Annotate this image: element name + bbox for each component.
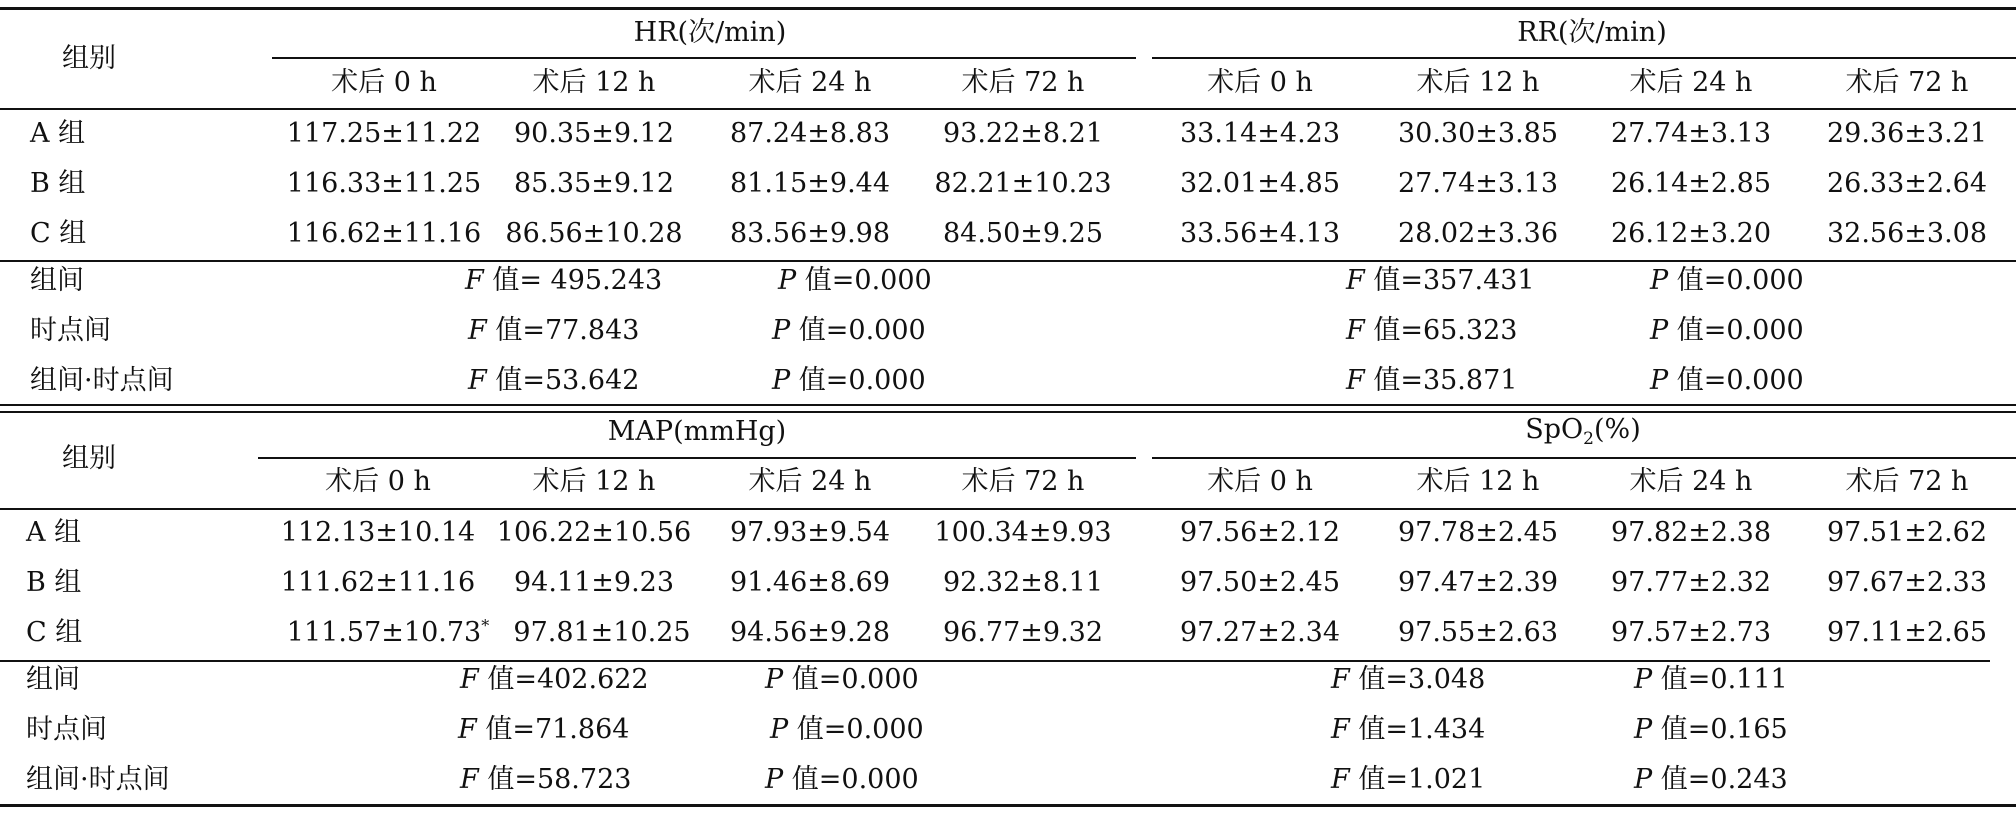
top-rule (0, 7, 2016, 10)
cell-spo2-24h: 97.82±2.38 (1610, 517, 1772, 548)
rr-time-12h: 术后 12 h (1416, 67, 1540, 98)
cell-rr-24h: 27.74±3.13 (1610, 118, 1772, 149)
cell-spo2-72h: 97.11±2.65 (1826, 617, 1988, 648)
cell-rr-12h: 30.30±3.85 (1397, 118, 1559, 149)
stat-spo2-f: F 值=1.021 (1331, 764, 1486, 795)
mid-double-rule-1 (0, 404, 2016, 406)
rr-time-0h: 术后 0 h (1207, 67, 1313, 98)
stat-rr-p: P 值=0.000 (1650, 315, 1804, 346)
cell-hr-24h: 87.24±8.83 (729, 118, 891, 149)
spo2-time-72h: 术后 72 h (1845, 466, 1969, 497)
hr-time-72h: 术后 72 h (961, 67, 1085, 98)
stat-label-time: 时点间 (30, 315, 111, 346)
cell-map-12h: 97.81±10.25 (513, 617, 691, 648)
cell-map-24h: 94.56±9.28 (729, 617, 891, 648)
cell-hr-24h: 81.15±9.44 (729, 168, 891, 199)
cell-map-24h: 97.93±9.54 (729, 517, 891, 548)
cell-map-0h: 111.62±11.16 (280, 567, 476, 598)
stat-hr-p: P 值=0.000 (778, 265, 932, 296)
row-label-a: A 组 (30, 118, 86, 149)
header-rule (0, 508, 2016, 510)
stat-hr-p: P 值=0.000 (772, 365, 926, 396)
stat-spo2-f: F 值=1.434 (1331, 714, 1486, 745)
rr-time-72h: 术后 72 h (1845, 67, 1969, 98)
cell-hr-0h: 117.25±11.22 (286, 118, 482, 149)
cell-spo2-12h: 97.55±2.63 (1397, 617, 1559, 648)
stat-spo2-p: P 值=0.243 (1634, 764, 1788, 795)
map-time-0h: 术后 0 h (325, 466, 431, 497)
spo2-time-24h: 术后 24 h (1629, 466, 1753, 497)
cell-rr-24h: 26.12±3.20 (1610, 218, 1772, 249)
cell-hr-72h: 82.21±10.23 (934, 168, 1112, 199)
rr-span-rule (1152, 57, 2016, 59)
row-label-b: B 组 (26, 567, 82, 598)
stat-map-f: F 值=58.723 (460, 764, 632, 795)
group-header: 组别 (62, 443, 116, 474)
stat-hr-f: F 值=77.843 (468, 315, 640, 346)
cell-rr-12h: 27.74±3.13 (1397, 168, 1559, 199)
cell-map-72h: 92.32±8.11 (942, 567, 1104, 598)
spo2-span-rule (1152, 457, 2016, 459)
hr-header: HR(次/min) (633, 17, 787, 48)
stat-spo2-p: P 值=0.165 (1634, 714, 1788, 745)
cell-hr-0h: 116.62±11.16 (286, 218, 482, 249)
row-label-a: A 组 (26, 517, 82, 548)
mid-double-rule-2 (0, 411, 2016, 413)
rr-header: RR(次/min) (1517, 17, 1667, 48)
cell-spo2-72h: 97.67±2.33 (1826, 567, 1988, 598)
map-time-24h: 术后 24 h (748, 466, 872, 497)
stat-hr-f: F 值=53.642 (468, 365, 640, 396)
spo2-time-0h: 术后 0 h (1207, 466, 1313, 497)
cell-spo2-0h: 97.50±2.45 (1179, 567, 1341, 598)
cell-hr-24h: 83.56±9.98 (729, 218, 891, 249)
cell-hr-12h: 85.35±9.12 (513, 168, 675, 199)
cell-map-12h: 94.11±9.23 (513, 567, 675, 598)
stat-map-f: F 值=71.864 (458, 714, 630, 745)
cell-hr-12h: 86.56±10.28 (505, 218, 683, 249)
hr-time-0h: 术后 0 h (331, 67, 437, 98)
cell-rr-72h: 29.36±3.21 (1826, 118, 1988, 149)
stat-rr-f: F 值=35.871 (1346, 365, 1518, 396)
cell-spo2-0h: 97.27±2.34 (1179, 617, 1341, 648)
stat-map-f: F 值=402.622 (460, 664, 649, 695)
stat-map-p: P 值=0.000 (770, 714, 924, 745)
cell-spo2-0h: 97.56±2.12 (1179, 517, 1341, 548)
footnote-mark: * (481, 616, 490, 635)
cell-rr-0h: 32.01±4.85 (1179, 168, 1341, 199)
cell-rr-0h: 33.56±4.13 (1179, 218, 1341, 249)
stat-label-between: 组间 (26, 664, 80, 695)
cell-spo2-12h: 97.47±2.39 (1397, 567, 1559, 598)
rr-time-24h: 术后 24 h (1629, 67, 1753, 98)
row-label-b: B 组 (30, 168, 86, 199)
cell-spo2-24h: 97.57±2.73 (1610, 617, 1772, 648)
cell-hr-12h: 90.35±9.12 (513, 118, 675, 149)
map-time-12h: 术后 12 h (532, 466, 656, 497)
cell-map-72h: 96.77±9.32 (942, 617, 1104, 648)
row-label-c: C 组 (30, 218, 87, 249)
bottom-rule (0, 804, 2016, 807)
hr-span-rule (272, 57, 1136, 59)
stat-spo2-f: F 值=3.048 (1331, 664, 1486, 695)
cell-rr-72h: 26.33±2.64 (1826, 168, 1988, 199)
group-header: 组别 (62, 43, 116, 74)
map-span-rule (258, 457, 1136, 459)
cell-map-72h: 100.34±9.93 (934, 517, 1112, 548)
row-label-c: C 组 (26, 617, 83, 648)
stats-rule (0, 260, 2016, 262)
cell-hr-0h: 116.33±11.25 (286, 168, 482, 199)
stat-hr-f: F 值= 495.243 (465, 265, 663, 296)
stat-label-time: 时点间 (26, 714, 107, 745)
stat-rr-f: F 值=357.431 (1346, 265, 1535, 296)
stats-rule (0, 660, 1990, 662)
header-rule (0, 108, 2016, 110)
cell-map-0h: 112.13±10.14 (280, 517, 476, 548)
stat-label-interaction: 组间·时点间 (26, 764, 170, 795)
stat-rr-f: F 值=65.323 (1346, 315, 1518, 346)
spo2-time-12h: 术后 12 h (1416, 466, 1540, 497)
cell-map-24h: 91.46±8.69 (729, 567, 891, 598)
hr-time-12h: 术后 12 h (532, 67, 656, 98)
cell-rr-0h: 33.14±4.23 (1179, 118, 1341, 149)
spo2-header: SpO$_2$(%) (1525, 414, 1641, 449)
cell-map-0h: 111.57±10.73* (286, 616, 490, 648)
cell-rr-72h: 32.56±3.08 (1826, 218, 1988, 249)
cell-spo2-72h: 97.51±2.62 (1826, 517, 1988, 548)
map-header: MAP(mmHg) (607, 416, 787, 447)
stat-hr-p: P 值=0.000 (772, 315, 926, 346)
cell-hr-72h: 84.50±9.25 (942, 218, 1104, 249)
stat-map-p: P 值=0.000 (765, 764, 919, 795)
cell-map-12h: 106.22±10.56 (496, 517, 692, 548)
stat-rr-p: P 值=0.000 (1650, 365, 1804, 396)
hr-time-24h: 术后 24 h (748, 67, 872, 98)
cell-hr-72h: 93.22±8.21 (942, 118, 1104, 149)
stat-map-p: P 值=0.000 (765, 664, 919, 695)
cell-rr-24h: 26.14±2.85 (1610, 168, 1772, 199)
cell-rr-12h: 28.02±3.36 (1397, 218, 1559, 249)
cell-spo2-12h: 97.78±2.45 (1397, 517, 1559, 548)
stat-rr-p: P 值=0.000 (1650, 265, 1804, 296)
stat-spo2-p: P 值=0.111 (1634, 664, 1788, 695)
stat-label-interaction: 组间·时点间 (30, 365, 174, 396)
map-time-72h: 术后 72 h (961, 466, 1085, 497)
cell-spo2-24h: 97.77±2.32 (1610, 567, 1772, 598)
stat-label-between: 组间 (30, 265, 84, 296)
